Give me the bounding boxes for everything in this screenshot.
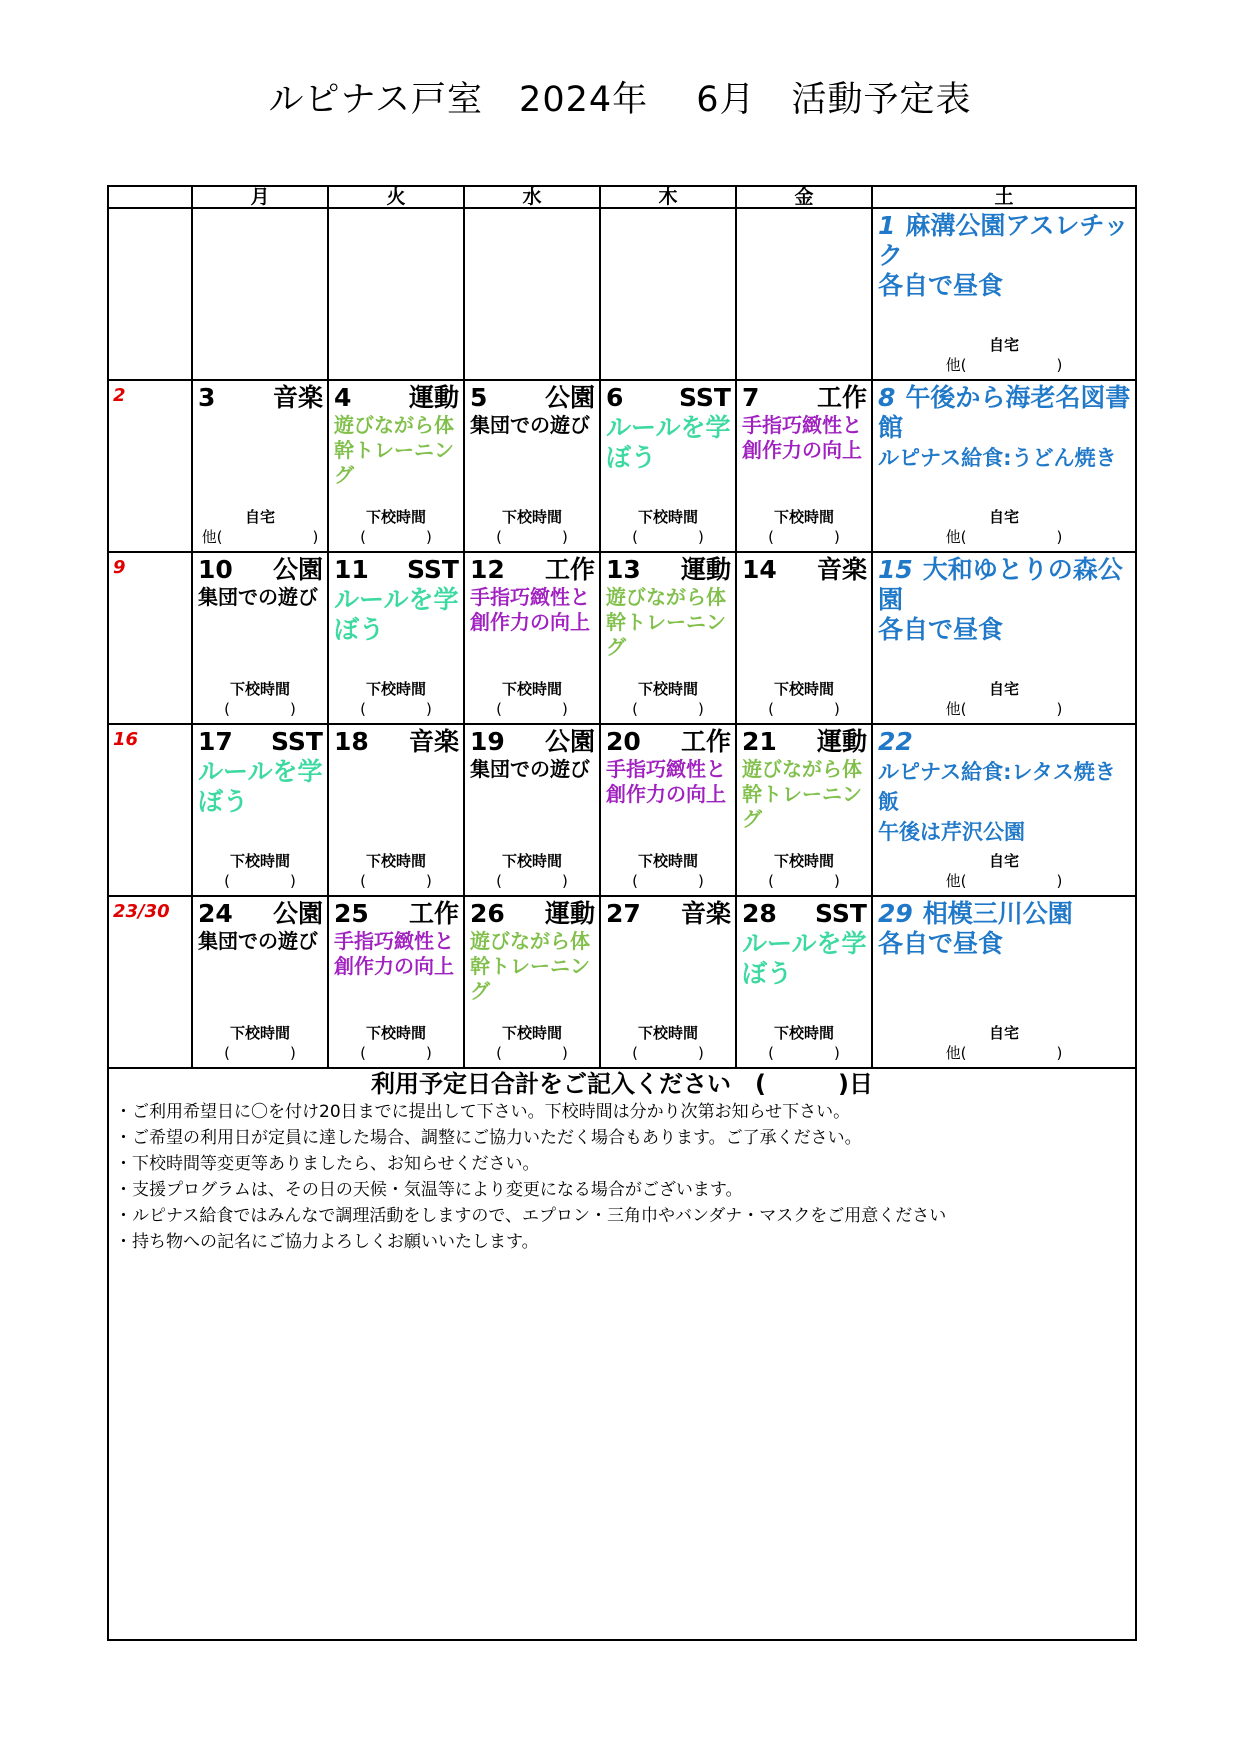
- day-header: [465, 725, 599, 757]
- day-cell[interactable]: [192, 552, 328, 724]
- activity-text: ルールを学ぼう: [198, 757, 323, 816]
- week-row: [108, 724, 1136, 896]
- day-title: 公園: [544, 727, 595, 756]
- school-time[interactable]: [193, 507, 327, 547]
- day-number: 13: [606, 555, 641, 584]
- day-header: [193, 553, 327, 585]
- school-time[interactable]: [193, 679, 327, 719]
- home-label: 自宅: [244, 508, 275, 526]
- day-title: 相模三川公園: [922, 899, 1073, 928]
- activity-text: 遊びながら体幹トレーニング: [470, 929, 590, 1003]
- school-time-label: 下校時間: [501, 852, 562, 870]
- sunday-date: 2: [113, 385, 126, 406]
- day-title: 運動: [816, 727, 867, 756]
- activity-text: 遊びながら体幹トレーニング: [742, 757, 862, 831]
- day-cell[interactable]: [464, 724, 600, 896]
- saturday-note: 各自で昼食: [878, 615, 1004, 644]
- sunday-cell: [108, 896, 192, 1068]
- day-number: 19: [470, 727, 505, 756]
- day-cell[interactable]: [192, 724, 328, 896]
- weekday-header: 木: [600, 186, 736, 208]
- weekday-header: 水: [464, 186, 600, 208]
- pickup-info[interactable]: [873, 335, 1135, 375]
- saturday-cell[interactable]: [872, 724, 1136, 896]
- pickup-info[interactable]: [873, 1023, 1135, 1063]
- school-time[interactable]: [737, 1023, 871, 1063]
- saturday-note: ルピナス給食:うどん焼き: [878, 446, 1117, 470]
- school-time-label: 下校時間: [773, 680, 834, 698]
- school-time-field[interactable]: ( ): [632, 1044, 704, 1062]
- day-number: 15: [878, 555, 913, 584]
- note-line: ・ご希望の利用日が定員に達した場合、調整にご協力いただく場合もあります。ご了承ください。: [115, 1128, 862, 1148]
- day-cell[interactable]: [600, 552, 736, 724]
- day-cell[interactable]: [736, 896, 872, 1068]
- pickup-info[interactable]: [873, 851, 1135, 891]
- school-time-label: 下校時間: [365, 680, 426, 698]
- day-number: 26: [470, 899, 505, 928]
- school-time-field[interactable]: ( ): [224, 700, 296, 718]
- activity-text: 遊びながら体幹トレーニング: [334, 413, 454, 487]
- day-header: [601, 381, 735, 413]
- day-cell[interactable]: [192, 380, 328, 552]
- week-row: [108, 380, 1136, 552]
- day-number: 12: [470, 555, 505, 584]
- day-cell[interactable]: [736, 552, 872, 724]
- home-label: 自宅: [988, 508, 1019, 526]
- day-title: SST: [271, 727, 323, 756]
- day-number: 18: [334, 727, 369, 756]
- school-time-field[interactable]: ( ): [768, 1044, 840, 1062]
- sunday-date: 23/30: [113, 901, 170, 922]
- school-time-field[interactable]: ( ): [496, 528, 568, 546]
- day-title: 運動: [408, 383, 459, 412]
- day-number: 24: [198, 899, 233, 928]
- pickup-info[interactable]: [873, 679, 1135, 719]
- day-title: 工作: [408, 899, 459, 928]
- note-line: ・下校時間等変更等ありましたら、お知らせください。: [115, 1154, 540, 1174]
- day-number: 27: [606, 899, 641, 928]
- sunday-cell: [108, 724, 192, 896]
- day-number: 28: [742, 899, 777, 928]
- school-time[interactable]: [737, 679, 871, 719]
- activity-text: ルールを学ぼう: [606, 413, 731, 472]
- sunday-date: [109, 209, 191, 217]
- sunday-header: [108, 186, 192, 208]
- day-title: 音楽: [272, 383, 323, 412]
- day-cell[interactable]: [464, 208, 600, 380]
- day-number: 4: [334, 383, 352, 412]
- other-field[interactable]: 他( ): [945, 1044, 1063, 1062]
- day-number: 20: [606, 727, 641, 756]
- saturday-note: 各自で昼食: [878, 271, 1004, 300]
- school-time-field[interactable]: ( ): [496, 872, 568, 890]
- school-time[interactable]: [193, 1023, 327, 1063]
- day-title: SST: [407, 555, 459, 584]
- day-title: SST: [815, 899, 867, 928]
- day-cell[interactable]: [192, 896, 328, 1068]
- activity-text: 集団での遊び: [198, 585, 318, 609]
- day-number: 22: [878, 727, 913, 756]
- school-time-label: 下校時間: [365, 852, 426, 870]
- school-time-label: 下校時間: [229, 1024, 290, 1042]
- day-number: 14: [742, 555, 777, 584]
- school-time[interactable]: [465, 1023, 599, 1063]
- notes-section: [108, 1068, 1136, 1640]
- home-label: 自宅: [988, 336, 1019, 354]
- school-time[interactable]: [601, 851, 735, 891]
- day-title: 音楽: [816, 555, 867, 584]
- school-time[interactable]: [601, 679, 735, 719]
- saturday-note: ルピナス給食:レタス焼き飯: [878, 760, 1116, 814]
- school-time[interactable]: [601, 1023, 735, 1063]
- school-time[interactable]: [193, 851, 327, 891]
- day-title: 麻溝公園アスレチック: [878, 211, 1129, 270]
- day-number: 1: [878, 211, 896, 240]
- day-header: [329, 553, 463, 585]
- day-title: 運動: [680, 555, 731, 584]
- saturday-cell[interactable]: [872, 380, 1136, 552]
- day-header: [737, 725, 871, 757]
- school-time-field[interactable]: ( ): [768, 528, 840, 546]
- school-time-field[interactable]: ( ): [496, 1044, 568, 1062]
- home-label: 自宅: [988, 852, 1019, 870]
- day-cell[interactable]: [328, 552, 464, 724]
- day-header: [873, 381, 1135, 443]
- school-time-label: 下校時間: [501, 1024, 562, 1042]
- school-time-label: 下校時間: [229, 680, 290, 698]
- day-title: 音楽: [408, 727, 459, 756]
- day-number: 8: [878, 383, 896, 412]
- school-time-label: 下校時間: [229, 852, 290, 870]
- school-time[interactable]: [601, 507, 735, 547]
- other-field[interactable]: 他( ): [945, 700, 1063, 718]
- saturday-cell[interactable]: [872, 552, 1136, 724]
- day-cell[interactable]: [600, 896, 736, 1068]
- day-number: 17: [198, 727, 233, 756]
- school-time-label: 下校時間: [637, 1024, 698, 1042]
- school-time-label: 下校時間: [637, 508, 698, 526]
- activity-text: 集団での遊び: [198, 929, 318, 953]
- day-cell[interactable]: [736, 724, 872, 896]
- day-cell[interactable]: [328, 380, 464, 552]
- saturday-note: 午後は芹沢公園: [878, 820, 1025, 844]
- school-time-field[interactable]: ( ): [360, 872, 432, 890]
- day-cell[interactable]: [736, 380, 872, 552]
- school-time[interactable]: [465, 851, 599, 891]
- sunday-date: 16: [113, 729, 139, 750]
- school-time[interactable]: [465, 507, 599, 547]
- school-time-field[interactable]: ( ): [632, 528, 704, 546]
- activity-text: 手指巧緻性と創作力の向上: [334, 929, 454, 978]
- school-time-field[interactable]: ( ): [768, 700, 840, 718]
- school-time-field[interactable]: ( ): [632, 700, 704, 718]
- other-field[interactable]: 他( ): [945, 528, 1063, 546]
- other-field[interactable]: 他( ): [201, 528, 319, 546]
- week-row: [108, 208, 1136, 380]
- activity-text: 遊びながら体幹トレーニング: [606, 585, 726, 659]
- day-header: [873, 209, 1135, 271]
- day-title: 公園: [544, 383, 595, 412]
- day-cell[interactable]: [600, 208, 736, 380]
- note-line: ・ご利用希望日に〇を付け20日までに提出して下さい。下校時間は分かり次第お知らせ下さい。: [115, 1102, 851, 1122]
- weekday-header: 火: [328, 186, 464, 208]
- day-cell[interactable]: [736, 208, 872, 380]
- day-number: 7: [742, 383, 760, 412]
- activity-text: 集団での遊び: [470, 413, 590, 437]
- day-header: [873, 553, 1135, 615]
- school-time-label: 下校時間: [773, 1024, 834, 1042]
- weekday-header-row: [108, 186, 1136, 208]
- activity-text: ルールを学ぼう: [334, 585, 459, 644]
- day-cell[interactable]: [600, 380, 736, 552]
- day-header: [329, 897, 463, 929]
- day-number: 3: [198, 383, 216, 412]
- day-number: 25: [334, 899, 369, 928]
- sunday-cell: [108, 552, 192, 724]
- weekday-header: 土: [872, 186, 1136, 208]
- day-header: [193, 897, 327, 929]
- day-header: [873, 725, 1135, 757]
- day-cell[interactable]: [464, 552, 600, 724]
- day-title: 運動: [544, 899, 595, 928]
- sunday-cell: [108, 208, 192, 380]
- day-header: [465, 553, 599, 585]
- day-title: 公園: [272, 899, 323, 928]
- school-time-label: 下校時間: [637, 852, 698, 870]
- day-number: 10: [198, 555, 233, 584]
- day-header: [329, 381, 463, 413]
- day-header: [601, 553, 735, 585]
- school-time-label: 下校時間: [365, 1024, 426, 1042]
- day-header: [737, 553, 871, 585]
- school-time-field[interactable]: ( ): [360, 528, 432, 546]
- day-header: [329, 725, 463, 757]
- school-time-label: 下校時間: [773, 852, 834, 870]
- day-title: 公園: [272, 555, 323, 584]
- sunday-cell: [108, 380, 192, 552]
- school-time-field[interactable]: ( ): [224, 1044, 296, 1062]
- school-time-label: 下校時間: [773, 508, 834, 526]
- saturday-cell[interactable]: [872, 208, 1136, 380]
- school-time[interactable]: [329, 851, 463, 891]
- school-time-label: 下校時間: [501, 508, 562, 526]
- sunday-date: 9: [113, 557, 126, 578]
- day-number: 6: [606, 383, 624, 412]
- weekday-header: 金: [736, 186, 872, 208]
- day-header: [737, 897, 871, 929]
- day-header: [873, 897, 1135, 929]
- school-time-field[interactable]: ( ): [496, 700, 568, 718]
- day-header: [465, 897, 599, 929]
- school-time-label: 下校時間: [637, 680, 698, 698]
- day-header: [737, 381, 871, 413]
- saturday-cell[interactable]: [872, 896, 1136, 1068]
- day-title: SST: [679, 383, 731, 412]
- school-time-field[interactable]: ( ): [360, 700, 432, 718]
- week-row: [108, 896, 1136, 1068]
- day-title: 音楽: [680, 899, 731, 928]
- activity-text: 手指巧緻性と創作力の向上: [470, 585, 590, 634]
- note-line: ・持ち物への記名にご協力よろしくお願いいたします。: [115, 1232, 539, 1252]
- day-header: [193, 725, 327, 757]
- day-cell[interactable]: [600, 724, 736, 896]
- day-title: 工作: [544, 555, 595, 584]
- day-number: 11: [334, 555, 369, 584]
- school-time[interactable]: [329, 507, 463, 547]
- note-line: ・支援プログラムは、その日の天候・気温等により変更になる場合がございます。: [115, 1180, 743, 1200]
- activity-text: 手指巧緻性と創作力の向上: [742, 413, 862, 462]
- pickup-info[interactable]: [873, 507, 1135, 547]
- day-cell[interactable]: [464, 896, 600, 1068]
- school-time[interactable]: [737, 851, 871, 891]
- activity-text: ルールを学ぼう: [742, 929, 867, 988]
- day-header: [193, 381, 327, 413]
- other-field[interactable]: 他( ): [945, 356, 1063, 374]
- day-title: 午後から海老名図書館: [878, 383, 1131, 442]
- day-cell[interactable]: [328, 896, 464, 1068]
- activity-text: 手指巧緻性と創作力の向上: [606, 757, 726, 806]
- saturday-note: 各自で昼食: [878, 929, 1004, 958]
- week-row: [108, 552, 1136, 724]
- day-cell[interactable]: [328, 724, 464, 896]
- other-field[interactable]: 他( ): [945, 872, 1063, 890]
- school-time[interactable]: [329, 679, 463, 719]
- day-cell[interactable]: [328, 208, 464, 380]
- school-time-field[interactable]: ( ): [360, 1044, 432, 1062]
- day-cell[interactable]: [192, 208, 328, 380]
- note-line: ・ルピナス給食ではみんなで調理活動をしますので、エプロン・三角巾やバンダナ・マスクをご用意ください: [115, 1206, 947, 1226]
- day-header: [465, 381, 599, 413]
- day-title: 工作: [816, 383, 867, 412]
- day-header: [601, 725, 735, 757]
- notes-heading: 利用予定日合計をご記入ください ( )日: [371, 1070, 873, 1098]
- day-number: 29: [878, 899, 913, 928]
- home-label: 自宅: [988, 1024, 1019, 1042]
- day-title: 工作: [680, 727, 731, 756]
- school-time-label: 下校時間: [365, 508, 426, 526]
- day-header: [601, 897, 735, 929]
- school-time[interactable]: [329, 1023, 463, 1063]
- day-number: 21: [742, 727, 777, 756]
- day-title: 大和ゆとりの森公園: [878, 555, 1123, 614]
- weekday-header: 月: [192, 186, 328, 208]
- school-time-field[interactable]: ( ): [224, 872, 296, 890]
- day-number: 5: [470, 383, 488, 412]
- home-label: 自宅: [988, 680, 1019, 698]
- page-title: ルピナス戸室 2024年 6月 活動予定表: [268, 80, 972, 120]
- school-time-label: 下校時間: [501, 680, 562, 698]
- activity-text: 集団での遊び: [470, 757, 590, 781]
- school-time-field[interactable]: ( ): [632, 872, 704, 890]
- school-time[interactable]: [465, 679, 599, 719]
- calendar-table: [107, 185, 1137, 1641]
- school-time[interactable]: [737, 507, 871, 547]
- school-time-field[interactable]: ( ): [768, 872, 840, 890]
- day-cell[interactable]: [464, 380, 600, 552]
